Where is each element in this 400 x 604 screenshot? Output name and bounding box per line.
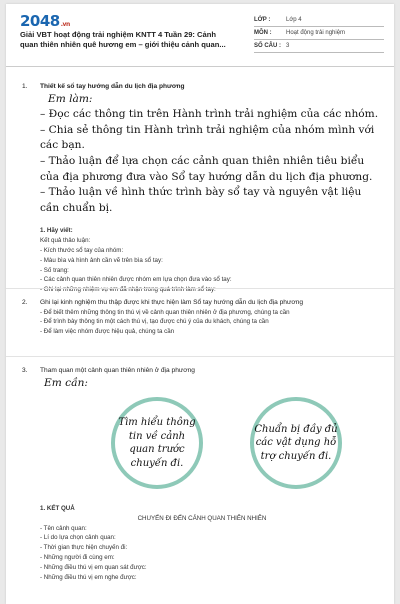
em-can-label: Em cần: bbox=[44, 376, 88, 389]
result-section bbox=[22, 504, 382, 582]
result-title: 1. KẾT QUẢ bbox=[40, 505, 75, 512]
logo-text: 2048 bbox=[20, 12, 60, 30]
result-field: - Những điều thú vị em quan sát được: bbox=[40, 563, 147, 571]
document-title: Giải VBT hoạt động trải nghiệm KNTT 4 Tuần 29: Cảnh quan thiên nhiên quê hương em – giới thiệu cảnh quan... bbox=[20, 30, 226, 49]
handwritten-steps bbox=[40, 107, 382, 216]
question-block bbox=[40, 226, 382, 295]
question-title: 1. Hãy viết: bbox=[40, 227, 73, 235]
meta-value: Hoạt động trải nghiệm bbox=[286, 30, 346, 36]
site-logo[interactable] bbox=[20, 12, 70, 30]
logo-suffix: .vn bbox=[60, 21, 70, 28]
step-item: – Thảo luận để lựa chọn các cảnh quan thiên nhiên tiêu biểu của địa phương đưa vào Sổ tay hướng dẫn du lịch địa phương. bbox=[40, 154, 373, 183]
header-divider bbox=[6, 66, 394, 67]
step-item: – Đọc các thông tin trên Hành trình trải nghiệm của các nhóm. bbox=[40, 108, 379, 121]
tip-text: Tìm hiểu thông tin về cảnh quan trước chuyến đi. bbox=[118, 417, 196, 469]
section-divider bbox=[6, 356, 394, 357]
experience-item: - Để trình bày thông tin một cách thú vị, tạo được chú ý của du khách, chúng ta cần bbox=[40, 318, 269, 326]
meta-row-count bbox=[254, 40, 384, 53]
tip-text: Chuẩn bị đầy đủ các vật dụng hỗ trợ chuyến đi. bbox=[254, 423, 338, 462]
section-title: Tham quan một cảnh quan thiên nhiên ở địa phương bbox=[40, 367, 195, 374]
meta-key: MÔN : bbox=[254, 30, 272, 36]
meta-value: 3 bbox=[286, 43, 290, 49]
meta-key: SỐ CÂU : bbox=[254, 43, 281, 49]
tip-circle-research bbox=[111, 397, 203, 489]
page-header bbox=[20, 12, 380, 66]
meta-key: LỚP : bbox=[254, 17, 271, 23]
meta-table bbox=[254, 14, 384, 53]
experience-item: - Để biết thêm những thông tin thú vị về cảnh quan thiên nhiên ở địa phương, chúng ta cần bbox=[40, 308, 290, 316]
section-3 bbox=[22, 366, 382, 391]
result-field: - Tên cảnh quan: bbox=[40, 524, 87, 532]
section-title: Thiết kế sổ tay hướng dẫn du lịch địa phương bbox=[40, 83, 185, 90]
section-number: 3. bbox=[22, 367, 28, 374]
result-field: - Thời gian thực hiện chuyến đi: bbox=[40, 544, 128, 552]
section-number: 2. bbox=[22, 299, 28, 306]
experience-list bbox=[40, 308, 382, 337]
result-label: Kết quả thảo luận: bbox=[40, 237, 91, 245]
meta-value: Lớp 4 bbox=[286, 17, 302, 23]
section-divider bbox=[6, 288, 394, 289]
result-item: - Ghi lại những nhiệm vụ em đã nhận trong quá trình làm sổ tay: bbox=[40, 286, 216, 294]
result-field: - Những điều thú vị em nghe được: bbox=[40, 573, 137, 581]
tip-circle-prepare bbox=[250, 397, 342, 489]
result-item: - Màu bìa và hình ảnh cần vẽ trên bìa sổ tay: bbox=[40, 256, 163, 264]
section-number: 1. bbox=[22, 83, 28, 90]
document-page bbox=[6, 4, 394, 604]
step-item: – Chia sẻ thông tin Hành trình trải nghiệm của nhóm mình với các bạn. bbox=[40, 123, 375, 152]
step-item: – Thảo luận về hình thức trình bày sổ tay và nguyên vật liệu cần chuẩn bị. bbox=[40, 186, 362, 214]
section-1 bbox=[22, 82, 382, 295]
result-field: - Những người đi cùng em: bbox=[40, 553, 115, 561]
meta-row-grade bbox=[254, 14, 384, 27]
section-title: Ghi lại kinh nghiệm thu thập được khi thực hiện làm Sổ tay hướng dẫn du lịch địa phương bbox=[40, 299, 304, 306]
experience-item: - Để làm việc nhóm được hiệu quả, chúng ta cần bbox=[40, 328, 175, 336]
result-item: - Số trang: bbox=[40, 266, 69, 274]
section-2 bbox=[22, 298, 382, 337]
result-item: - Các cảnh quan thiên nhiên được nhóm em lựa chọn đưa vào sổ tay: bbox=[40, 276, 232, 284]
result-block bbox=[40, 504, 382, 582]
result-item: - Kích thước sổ tay của nhóm: bbox=[40, 246, 124, 254]
result-heading: CHUYẾN ĐI ĐẾN CẢNH QUAN THIÊN NHIÊN bbox=[137, 514, 267, 522]
meta-row-subject bbox=[254, 27, 384, 40]
em-lam-label: Em làm: bbox=[48, 92, 93, 105]
result-field: - Lí do lựa chọn cảnh quan: bbox=[40, 534, 116, 542]
